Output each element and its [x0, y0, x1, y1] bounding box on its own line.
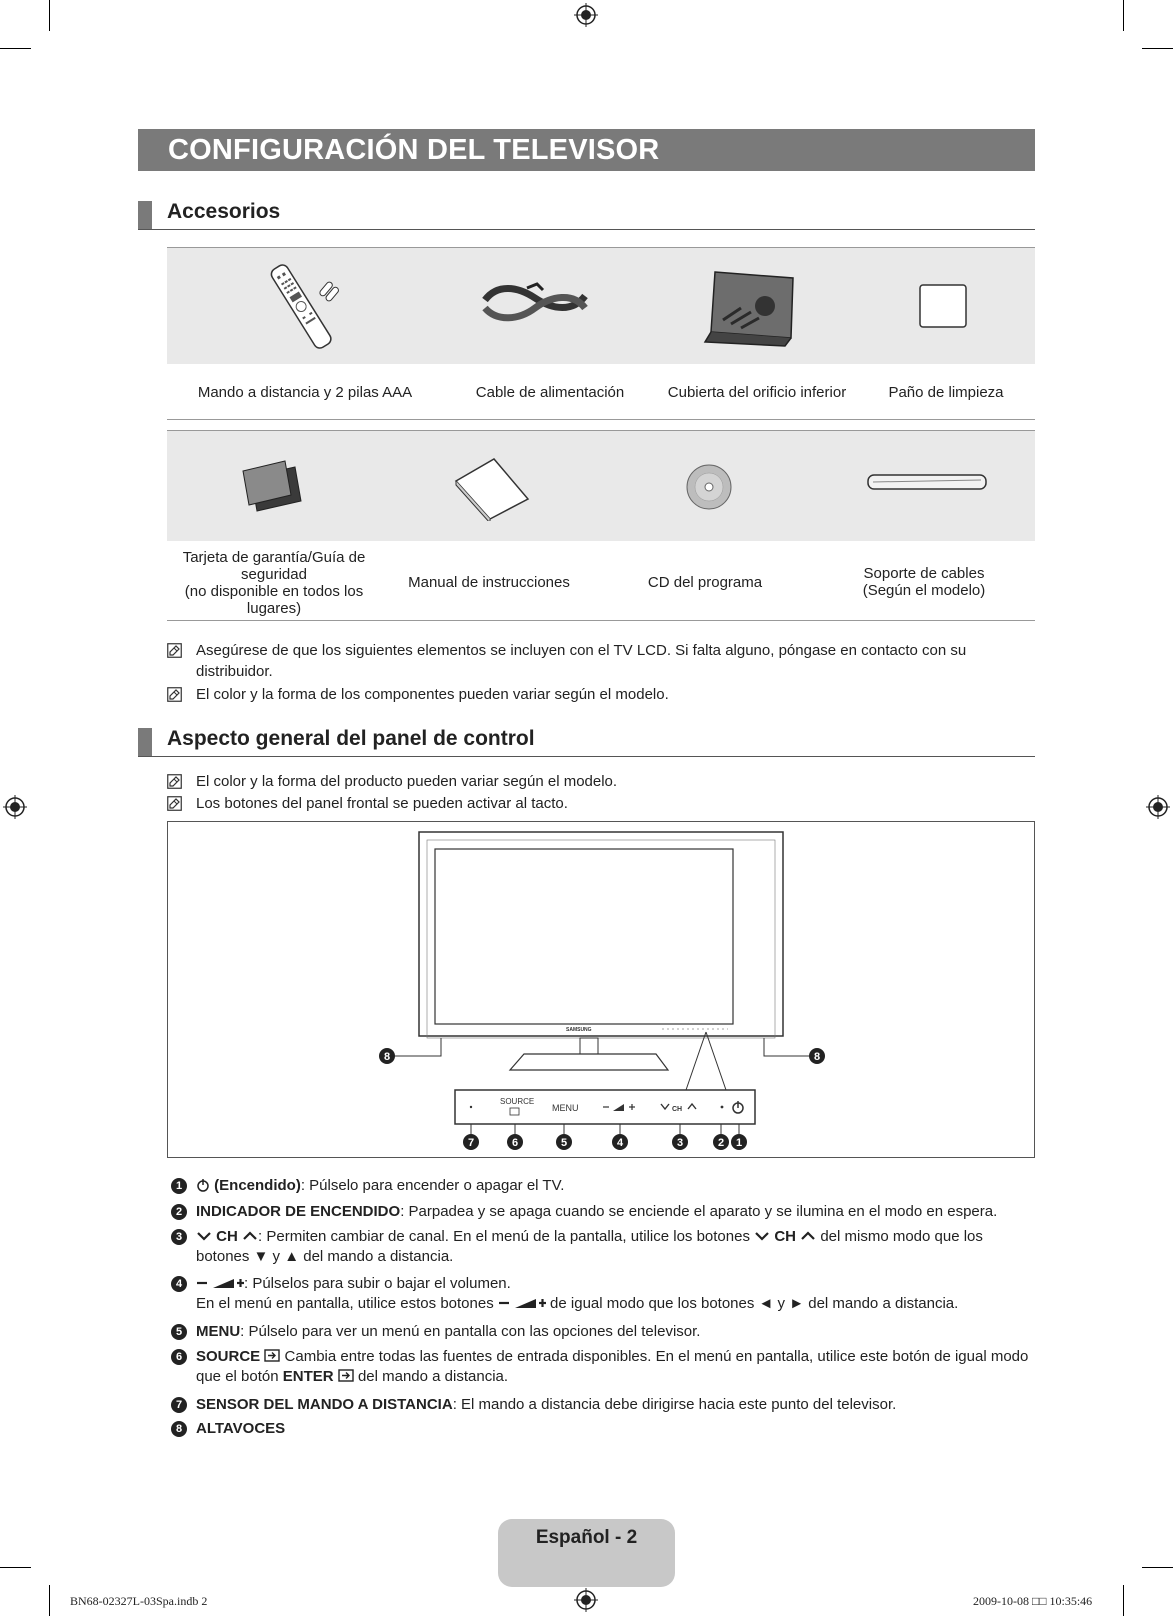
- item-text: [196, 1347, 1041, 1387]
- control-panel-heading: [138, 726, 1035, 757]
- callout-5: 5: [560, 1137, 568, 1149]
- item-desc: : Parpadea y se apaga cuando se enciende el aparato y se ilumina en el modo en espera.: [400, 1203, 998, 1220]
- crop-mark: [1142, 1567, 1173, 1568]
- volume-icon: [196, 1276, 244, 1290]
- note-text: Asegúrese de que los siguientes elementos se incluyen con el TV LCD. Si falta alguno, póngase en contacto con su distribuidor.: [196, 642, 967, 680]
- tv-diagram: [168, 822, 1034, 1157]
- callout-7: 7: [467, 1137, 475, 1149]
- item-bold: ENTER: [282, 1368, 334, 1385]
- manual-icon: [452, 457, 532, 521]
- cable-holder-icon: [865, 471, 990, 495]
- enter-icon: [338, 1369, 354, 1382]
- source-icon: [264, 1349, 280, 1362]
- power-icon: [196, 1178, 210, 1192]
- accessory-label: Cable de alimentación: [475, 384, 625, 401]
- item-desc: : Permiten cambiar de canal. En el menú de la pantalla, utilice los botones: [258, 1228, 750, 1245]
- item-text: [196, 1176, 1041, 1196]
- item-number: 1: [171, 1178, 187, 1194]
- accessory-label: Paño de limpieza: [888, 384, 1004, 401]
- chevron-up-icon: [242, 1230, 258, 1242]
- callout-8-left: 8: [383, 1051, 391, 1063]
- note-icon: [167, 774, 182, 789]
- item-number: 4: [171, 1276, 187, 1292]
- item-desc: : Púlselo para encender o apagar el TV.: [300, 1177, 565, 1194]
- callout-4: 4: [616, 1137, 624, 1149]
- item-text: [196, 1227, 1041, 1267]
- label-line: (Según el modelo): [862, 582, 986, 599]
- item-text: [196, 1395, 1041, 1415]
- crop-mark: [49, 0, 50, 31]
- item-desc: En el menú en pantalla, utilice estos botones: [196, 1295, 494, 1312]
- item-bold: SENSOR DEL MANDO A DISTANCIA: [196, 1396, 453, 1413]
- item-desc: : Púlselos para subir o bajar el volumen.: [244, 1275, 511, 1292]
- page-number-tab: [498, 1519, 675, 1587]
- remote-control-icon: [252, 256, 352, 356]
- accessories-table-row2: [167, 430, 1035, 621]
- item-number: 6: [171, 1349, 187, 1365]
- item-desc: Cambia entre todas las fuentes de entrada disponibles. En el menú en pantalla, utilice este botón de igual modo: [284, 1348, 1029, 1365]
- bottom-cover-icon: [701, 268, 801, 348]
- item-number: 8: [171, 1421, 187, 1437]
- cd-icon: [685, 463, 733, 511]
- item-desc: botones ▼ y ▲ del mando a distancia.: [196, 1248, 454, 1265]
- accessory-label: [813, 565, 1035, 599]
- item-desc: del mando a distancia.: [357, 1368, 509, 1385]
- item-bold: SOURCE: [196, 1348, 261, 1365]
- item-desc: : El mando a distancia debe dirigirse hacia este punto del televisor.: [452, 1396, 897, 1413]
- item-bold: ALTAVOCES: [196, 1420, 286, 1437]
- label-line: Soporte de cables: [863, 565, 985, 582]
- item-bold: CH: [216, 1228, 238, 1245]
- registration-mark-icon: [3, 795, 27, 819]
- chevron-down-icon: [196, 1230, 212, 1242]
- cleaning-cloth-icon: [917, 282, 969, 330]
- item-desc: que el botón: [196, 1368, 279, 1385]
- label-line: CD del programa: [647, 574, 763, 591]
- item-number: 5: [171, 1324, 187, 1340]
- label-line: Tarjeta de garantía/Guía de: [182, 549, 366, 566]
- label-line: seguridad: [241, 566, 307, 583]
- note-text: El color y la forma de los componentes pueden variar según el modelo.: [196, 686, 669, 703]
- callout-3: 3: [676, 1137, 684, 1149]
- heading-marker: [138, 201, 152, 229]
- warranty-card-icon: [237, 457, 307, 517]
- source-label: SOURCE: [500, 1097, 535, 1106]
- volume-icon: [498, 1296, 546, 1310]
- page-title: CONFIGURACIÓN DEL TELEVISOR: [168, 134, 660, 166]
- note-icon: [167, 796, 182, 811]
- callout-1: 1: [735, 1137, 743, 1149]
- item-bold: CH: [774, 1228, 796, 1245]
- ch-label: CH: [672, 1106, 683, 1113]
- page-title-bar: [138, 129, 1035, 171]
- power-cable-icon: [477, 278, 592, 328]
- chevron-down-icon: [754, 1230, 770, 1242]
- file-name: BN68-02327L-03Spa.indb 2: [70, 1594, 208, 1608]
- label-line: (no disponible en todos los: [184, 583, 364, 600]
- crop-mark: [49, 1585, 50, 1616]
- accessory-label: Mando a distancia y 2 pilas AAA: [197, 384, 413, 401]
- item-bold: INDICADOR DE ENCENDIDO: [196, 1203, 401, 1220]
- note-icon: [167, 643, 182, 658]
- accessory-label: [597, 574, 813, 591]
- item-bold: (Encendido): [214, 1177, 301, 1194]
- control-panel-heading-text: Aspecto general del panel de control: [167, 727, 535, 750]
- item-number: 2: [171, 1204, 187, 1220]
- crop-mark: [1142, 48, 1173, 49]
- accessory-label: Cubierta del orificio inferior: [667, 384, 847, 401]
- note-text: El color y la forma del producto pueden variar según el modelo.: [196, 773, 618, 790]
- accessories-heading-text: Accesorios: [167, 200, 281, 223]
- item-text: [196, 1322, 1041, 1342]
- control-panel-diagram: [167, 821, 1035, 1158]
- registration-mark-icon: [1146, 795, 1170, 819]
- accessories-table-row1: [167, 247, 1035, 420]
- page-number: Español - 2: [535, 1527, 638, 1548]
- registration-mark-icon: [574, 3, 598, 27]
- item-number: 3: [171, 1229, 187, 1245]
- crop-mark: [0, 48, 31, 49]
- note-text: Los botones del panel frontal se pueden activar al tacto.: [196, 795, 568, 812]
- item-bold: MENU: [196, 1323, 241, 1340]
- item-desc: del mismo modo que los: [820, 1228, 983, 1245]
- registration-mark-icon: [574, 1588, 598, 1612]
- note-icon: [167, 687, 182, 702]
- accessories-heading: [138, 199, 1035, 230]
- label-line: lugares): [246, 600, 302, 617]
- crop-mark: [1123, 1585, 1124, 1616]
- item-text: [196, 1274, 1041, 1314]
- accessory-label: [381, 574, 597, 591]
- tv-brand-text: SAMSUNG: [566, 1027, 592, 1033]
- accessory-label: [167, 549, 381, 617]
- item-desc: de igual modo que los botones ◄ y ► del mando a distancia.: [550, 1295, 959, 1312]
- chevron-up-icon: [800, 1230, 816, 1242]
- crop-mark: [0, 1567, 31, 1568]
- callout-8-right: 8: [813, 1051, 821, 1063]
- heading-marker: [138, 728, 152, 756]
- item-number: 7: [171, 1397, 187, 1413]
- item-desc: : Púlselo para ver un menú en pantalla con las opciones del televisor.: [240, 1323, 701, 1340]
- label-line: Manual de instrucciones: [408, 574, 570, 591]
- callout-2: 2: [717, 1137, 725, 1149]
- item-text: [196, 1419, 1041, 1439]
- callout-6: 6: [511, 1137, 519, 1149]
- item-text: [196, 1202, 1041, 1222]
- menu-label: MENU: [552, 1103, 579, 1113]
- crop-mark: [1123, 0, 1124, 31]
- print-timestamp: 2009-10-08 □□ 10:35:46: [973, 1594, 1093, 1608]
